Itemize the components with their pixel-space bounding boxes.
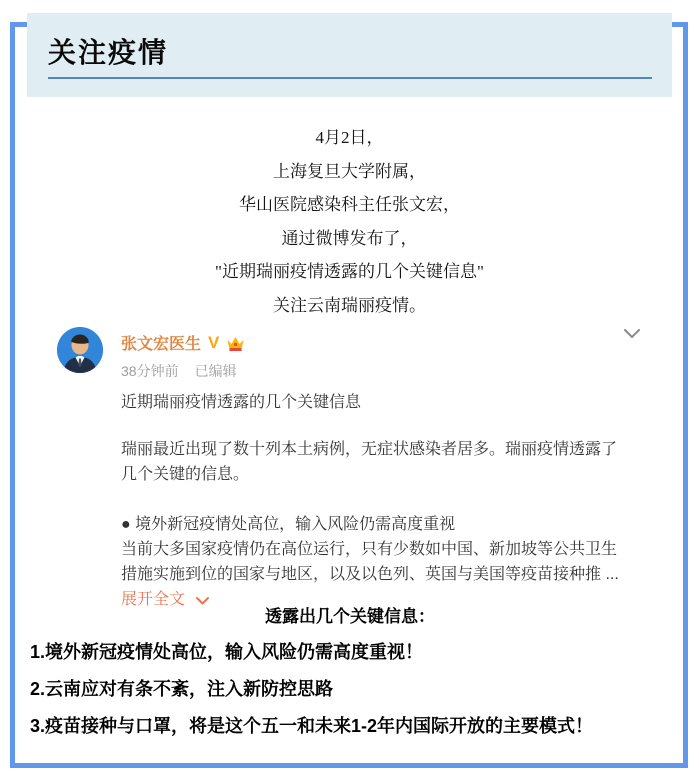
intro-paragraphs — [0, 121, 699, 322]
post-title: 近期瑞丽疫情透露的几个关键信息 — [121, 394, 362, 411]
avatar[interactable] — [57, 327, 103, 373]
summary-item: 2.云南应对有条不紊，注入新防控思路 — [30, 679, 334, 699]
post-paragraph-2 — [121, 512, 626, 614]
verified-v-icon: V — [208, 333, 220, 352]
summary-item: 1.境外新冠疫情处高位，输入风险仍需高度重视！ — [30, 642, 424, 662]
vip-crown-icon — [226, 336, 245, 352]
summary-item: 3.疫苗接种与口罩，将是这个五一和未来1-2年内国际开放的主要模式！ — [30, 716, 594, 736]
intro-line: "近期瑞丽疫情透露的几个关键信息" — [215, 262, 484, 281]
article-header — [27, 13, 672, 97]
post-paragraph-2-text: 当前大多国家疫情仍在高位运行，只有少数如中国、新加坡等公共卫生措施实施到位的国家与地区，以及以色列、英国与美国等疫苗接种推 ... — [121, 541, 619, 583]
expand-full-text-link[interactable]: 展开全文 — [121, 591, 186, 608]
weibo-user-row — [121, 323, 647, 354]
weibo-user-name[interactable]: 张文宏医生 — [121, 336, 202, 353]
intro-line: 上海复旦大学附属， — [273, 161, 426, 181]
summary-heading: 透露出几个关键信息： — [265, 607, 435, 626]
post-bullet-line: ● 境外新冠疫情处高位，输入风险仍需高度重视 — [121, 516, 456, 533]
post-timestamp: 38分钟前 — [121, 363, 179, 379]
intro-line: 通过微博发布了， — [281, 228, 418, 248]
key-points-summary — [30, 602, 670, 738]
edited-label: 已编辑 — [194, 363, 237, 379]
page-title: 关注疫情 — [48, 37, 169, 68]
intro-line: 4月2日， — [315, 128, 384, 147]
intro-line: 关注云南瑞丽疫情。 — [273, 295, 426, 315]
post-paragraph-1: 瑞丽最近出现了数十列本土病例，无症状感染者居多。瑞丽疫情透露了几个关键的信息。 — [121, 441, 618, 483]
collapse-chevron-icon[interactable] — [623, 327, 641, 345]
title-underline — [48, 77, 652, 79]
avatar-illustration — [57, 327, 103, 373]
intro-line: 华山医院感染科主任张文宏， — [239, 195, 460, 214]
weibo-meta-row — [121, 361, 647, 381]
weibo-post-card — [57, 323, 647, 614]
